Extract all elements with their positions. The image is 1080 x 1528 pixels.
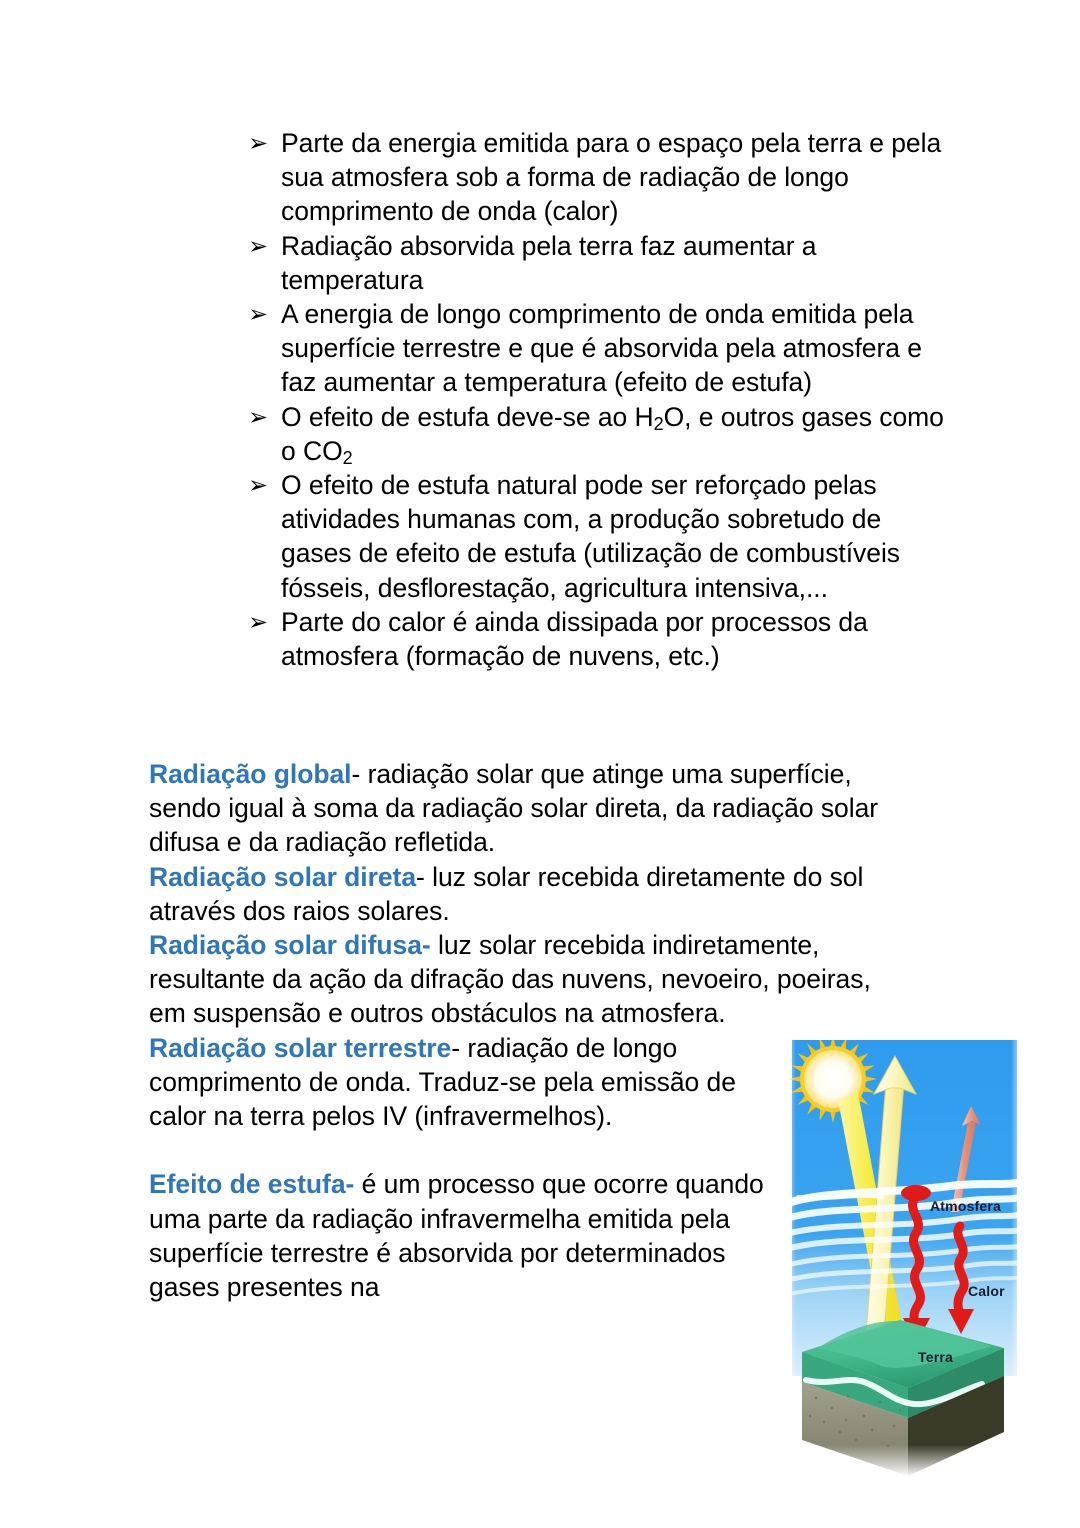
definition-separator: - xyxy=(351,759,368,789)
bullet-list xyxy=(248,126,948,673)
definition-body: luz solar recebida diretamente do sol através dos raios solares. xyxy=(149,861,864,926)
arrow-bullet-icon: ➢ xyxy=(248,300,269,329)
definition-separator: - xyxy=(451,1032,468,1063)
heat-source-cap xyxy=(901,1185,931,1201)
definition-radiacao-solar-terrestre xyxy=(149,1031,769,1134)
figure-right-fade xyxy=(1011,1030,1025,1477)
list-item-chemical xyxy=(248,400,948,468)
list-item xyxy=(248,126,948,229)
definition-separator xyxy=(431,930,438,960)
greenhouse-effect-figure xyxy=(782,1030,1025,1477)
arrow-bullet-icon: ➢ xyxy=(248,231,269,260)
text-run: O, e outros gases como o CO xyxy=(281,401,944,466)
figure-label-atmosfera: Atmosfera xyxy=(930,1198,1002,1214)
chemical-subscript: 2 xyxy=(342,447,353,468)
arrow-bullet-icon: ➢ xyxy=(248,471,269,500)
figure-left-fade xyxy=(782,1030,796,1477)
definition-term: Radiação solar terrestre xyxy=(149,1032,452,1063)
list-item xyxy=(248,605,948,673)
text-run: O efeito de estufa deve-se ao H xyxy=(281,401,654,432)
list-item xyxy=(248,297,948,400)
definition-term: Radiação global xyxy=(149,759,352,789)
list-item-text: Radiação absorvida pela terra faz aumentar a temperatura xyxy=(281,230,817,295)
definition-radiacao-solar-direta xyxy=(149,860,889,928)
definition-body: radiação de longo comprimento de onda. Traduz-se pela emissão de calor na terra pelos IV (infravermelhos). xyxy=(149,1032,736,1132)
figure-canvas xyxy=(782,1030,1025,1477)
definition-term: Radiação solar direta xyxy=(149,861,417,892)
list-item xyxy=(248,229,948,297)
list-item-text: O efeito de estufa natural pode ser reforçado pelas atividades humanas com, a produção sobretudo de gases de efeito de estufa (utilização de combustíveis fósseis, desflorestação, agricultura intensiva,... xyxy=(281,470,900,603)
greenhouse-diagram-svg xyxy=(782,1030,1025,1477)
definition-term: Radiação solar difusa- xyxy=(149,930,431,961)
list-item-text: A energia de longo comprimento de onda emitida pela superfície terrestre e que é absorvida pela atmosfera e faz aumentar a temperatura (efeito de estufa) xyxy=(281,299,922,398)
list-item xyxy=(248,468,948,605)
list-item-text: Parte da energia emitida para o espaço pela terra e pela sua atmosfera sob a forma de radiação de longo comprimento de onda (calor) xyxy=(281,128,942,227)
definition-radiacao-solar-difusa xyxy=(149,928,889,1031)
list-item-text xyxy=(281,400,948,468)
arrow-bullet-icon: ➢ xyxy=(248,402,269,431)
definition-radiacao-global xyxy=(149,757,889,860)
arrow-bullet-icon: ➢ xyxy=(248,607,269,636)
figure-top-fade xyxy=(782,1030,1025,1040)
definition-separator xyxy=(354,1169,361,1199)
chemical-subscript: 2 xyxy=(653,413,664,434)
figure-bottom-fade xyxy=(782,1445,1025,1477)
definition-body: luz solar recebida indiretamente, resultante da ação da difração das nuvens, nevoeiro, poeiras, em suspensão e outros obstáculos na atmosfera. xyxy=(149,930,871,1029)
definition-body: radiação solar que atinge uma superfície, sendo igual à soma da radiação solar direta, da radiação solar difusa e da radiação refletida. xyxy=(149,759,879,858)
definition-separator: - xyxy=(416,861,433,892)
definition-body: é um processo que ocorre quando uma parte da radiação infravermelha emitida pela superfície terrestre é absorvida por determinados gases presentes na xyxy=(149,1169,764,1303)
definition-efeito-de-estufa xyxy=(149,1167,769,1304)
definition-term: Efeito de estufa- xyxy=(149,1169,355,1200)
figure-label-calor: Calor xyxy=(968,1283,1005,1299)
figure-label-terra: Terra xyxy=(918,1349,953,1365)
list-item-text: Parte do calor é ainda dissipada por processos da atmosfera (formação de nuvens, etc.) xyxy=(281,606,868,672)
arrow-bullet-icon: ➢ xyxy=(248,129,269,157)
